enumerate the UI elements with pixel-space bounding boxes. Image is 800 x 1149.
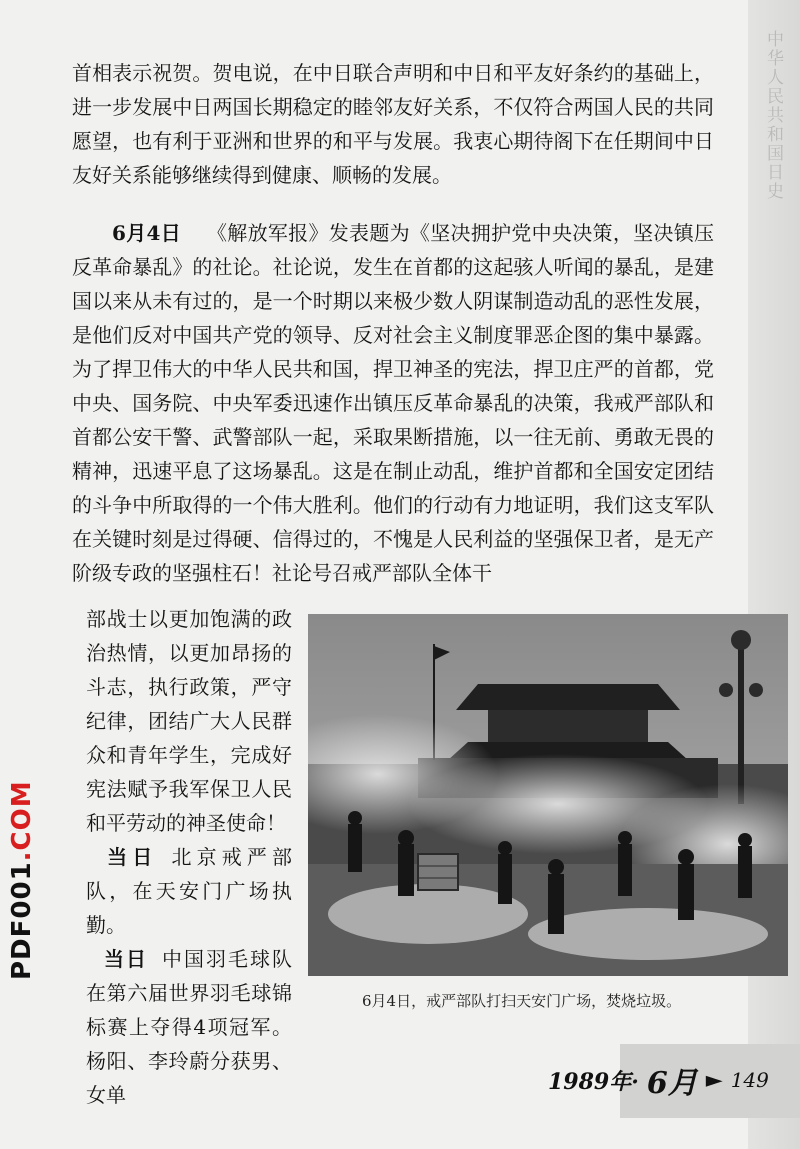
arrow-right-icon: ► [705, 1067, 723, 1093]
paragraph-2-date: 6月4日 [112, 221, 181, 245]
narrow-paragraph-1-text: 部战士以更加饱满的政治热情，以更加昂扬的斗志，执行政策，严守纪律，团结广大人民群众和青年学生，完成好宪法赋予我军保卫人民和平劳动的神圣使命！ [86, 607, 292, 835]
paragraph-2-text: 《解放军报》发表题为《坚决拥护党中央决策，坚决镇压反革命暴乱》的社论。社论说，发生在首都的这起骇人听闻的暴乱，是建国以来从未有过的，是一个时期以来极少数人阴谋制造动乱的恶性发展，是他们反对中国共产党的领导、反对社会主义制度罪恶企图的集中暴露。为了捍卫伟大的中华人民共和国，捍卫神圣的宪法，捍卫庄严的首都，党中央、国务院、中央军委迅速作出镇压反革命暴乱的决策，我戒严部队和首都公安干警、武警部队一起，采取果断措施，以一往无前、勇敢无畏的精神，迅速平息了这场暴乱。这是在制止动乱，维护首都和全国安定团结的斗争中所取得的一个伟大胜利。他们的行动有力地证明，我们这支军队在关键时刻是过得硬、信得过的，不愧是人民利益的坚强保卫者，是无产阶级专政的坚强柱石！社论号召戒严部队全体干 [72, 221, 714, 585]
narrow-column [86, 602, 292, 1112]
narrow-paragraph-2-text: 北京戒严部队，在天安门广场执勤。 [86, 845, 293, 937]
page-footer [548, 1062, 769, 1101]
watermark [2, 780, 42, 980]
photo-illustration [308, 614, 788, 976]
side-tab [748, 0, 800, 1149]
narrow-paragraph-1 [86, 602, 292, 840]
watermark-part1: PDF001 [7, 861, 37, 980]
page-number: 149 [730, 1068, 769, 1092]
paragraph-2 [72, 216, 714, 590]
narrow-paragraph-3-date: 当日 [102, 947, 148, 971]
narrow-paragraph-3 [86, 942, 292, 1112]
paragraph-1 [72, 56, 714, 192]
paragraph-1-text: 首相表示祝贺。贺电说，在中日联合声明和中日和平友好条约的基础上，进一步发展中日两国长期稳定的睦邻友好关系，不仅符合两国人民的共同愿望，也有利于亚洲和世界的和平与发展。我衷心期待阁下在任期间中日友好关系能够继续得到健康、顺畅的发展。 [72, 61, 714, 187]
main-text [72, 56, 714, 590]
narrow-paragraph-3-text: 中国羽毛球队在第六届世界羽毛球锦标赛上夺得4项冠军。杨阳、李玲蔚分获男、女单 [86, 947, 292, 1107]
footer-month: 6月 [646, 1066, 698, 1101]
watermark-part2: .COM [7, 780, 37, 862]
narrow-paragraph-2 [86, 840, 292, 942]
photo-tiananmen [308, 614, 788, 976]
footer-year: 1989年· [548, 1068, 639, 1095]
narrow-paragraph-2-date: 当日 [102, 845, 158, 869]
side-tab-text: 中华人民共和国日史 [763, 30, 783, 201]
photo-caption: 6月4日，戒严部队打扫天安门广场，焚烧垃圾。 [362, 992, 682, 1010]
